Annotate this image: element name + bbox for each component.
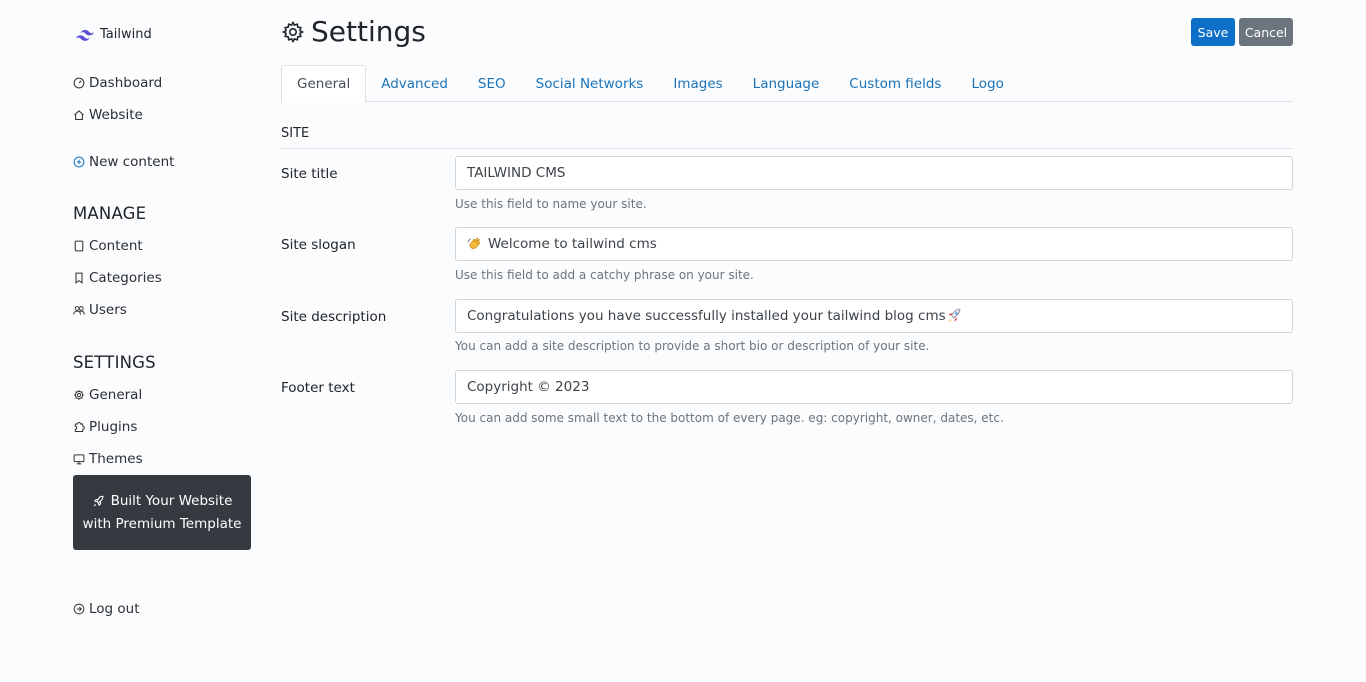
sidebar-item-plugins[interactable] — [73, 419, 137, 435]
sidebar-item-label: Themes — [89, 451, 143, 467]
sidebar-item-label: Users — [89, 302, 127, 318]
site-slogan-help: Use this field to add a catchy phrase on your site. — [455, 268, 754, 282]
sidebar-item-label: Dashboard — [89, 75, 163, 91]
sidebar-item-label: Website — [89, 107, 143, 123]
site-title-input[interactable] — [455, 156, 1293, 190]
settings-tabs — [281, 65, 1293, 102]
gear-icon — [73, 389, 85, 401]
site-slogan-label: Site slogan — [281, 237, 356, 253]
site-title-help: Use this field to name your site. — [455, 197, 647, 211]
sidebar-section-settings: SETTINGS — [73, 353, 156, 372]
bookmark-icon — [73, 272, 85, 284]
sidebar-item-themes[interactable] — [73, 451, 143, 467]
file-icon — [73, 240, 85, 252]
tailwind-logo-icon — [76, 29, 94, 41]
monitor-icon — [73, 453, 85, 465]
sidebar-item-new-content[interactable] — [73, 154, 174, 170]
waving-hand-icon — [467, 236, 483, 252]
tab-custom-fields[interactable]: Custom fields — [849, 75, 942, 92]
page-title — [281, 15, 426, 48]
site-description-help: You can add a site description to provide a short bio or description of your site. — [455, 339, 930, 353]
premium-template-banner[interactable] — [73, 475, 251, 550]
section-heading-site: SITE — [281, 126, 310, 141]
promo-line-1: Built Your Website — [110, 492, 233, 509]
sidebar-item-dashboard[interactable] — [73, 75, 162, 91]
sidebar-item-label: Content — [89, 238, 143, 254]
tab-language[interactable]: Language — [752, 75, 820, 92]
main-content — [281, 0, 1293, 682]
site-slogan-input[interactable] — [455, 227, 1293, 261]
tab-logo[interactable]: Logo — [971, 75, 1004, 92]
tab-seo[interactable]: SEO — [477, 75, 506, 92]
site-description-value: Congratulations you have successfully installed your tailwind blog cms — [467, 308, 946, 324]
cancel-button[interactable]: Cancel — [1239, 18, 1293, 46]
page-title-text: Settings — [311, 15, 426, 48]
site-title-value: TAILWIND CMS — [467, 165, 566, 181]
footer-text-input[interactable] — [455, 370, 1293, 404]
sidebar-item-general[interactable] — [73, 387, 142, 403]
sidebar — [73, 0, 253, 682]
puzzle-icon — [73, 421, 85, 433]
home-icon — [73, 109, 85, 121]
rocket-icon — [92, 495, 105, 508]
sidebar-item-label: Plugins — [89, 419, 138, 435]
brand-name: Tailwind — [100, 27, 152, 42]
plus-circle-icon — [73, 156, 85, 168]
tab-social-networks[interactable]: Social Networks — [535, 75, 644, 92]
sidebar-item-label: General — [89, 387, 143, 403]
save-button[interactable]: Save — [1191, 18, 1235, 46]
logout-link[interactable] — [73, 601, 140, 617]
footer-text-help: You can add some small text to the bottom of every page. eg: copyright, owner, dates, etc. — [455, 411, 1004, 425]
site-slogan-value: Welcome to tailwind cms — [488, 236, 657, 252]
gear-icon — [281, 20, 305, 44]
footer-text-label: Footer text — [281, 380, 355, 396]
logout-icon — [73, 603, 85, 615]
sidebar-item-categories[interactable] — [73, 270, 162, 286]
brand[interactable] — [76, 27, 152, 42]
tab-general[interactable]: General — [281, 65, 366, 103]
promo-line-2: with Premium Template — [82, 515, 242, 532]
site-description-label: Site description — [281, 309, 387, 325]
tab-images[interactable]: Images — [673, 75, 723, 92]
sidebar-item-users[interactable] — [73, 302, 127, 318]
section-divider — [281, 148, 1293, 149]
footer-text-value: Copyright © 2023 — [467, 379, 590, 395]
logout-label: Log out — [89, 601, 140, 617]
dashboard-icon — [73, 77, 85, 89]
rocket-icon — [946, 308, 962, 324]
sidebar-item-label: New content — [89, 154, 175, 170]
users-icon — [73, 304, 85, 316]
sidebar-item-label: Categories — [89, 270, 162, 286]
sidebar-item-content[interactable] — [73, 238, 143, 254]
tab-advanced[interactable]: Advanced — [381, 75, 448, 92]
site-description-input[interactable] — [455, 299, 1293, 333]
site-title-label: Site title — [281, 166, 338, 182]
sidebar-item-website[interactable] — [73, 107, 143, 123]
sidebar-section-manage: MANAGE — [73, 204, 147, 223]
